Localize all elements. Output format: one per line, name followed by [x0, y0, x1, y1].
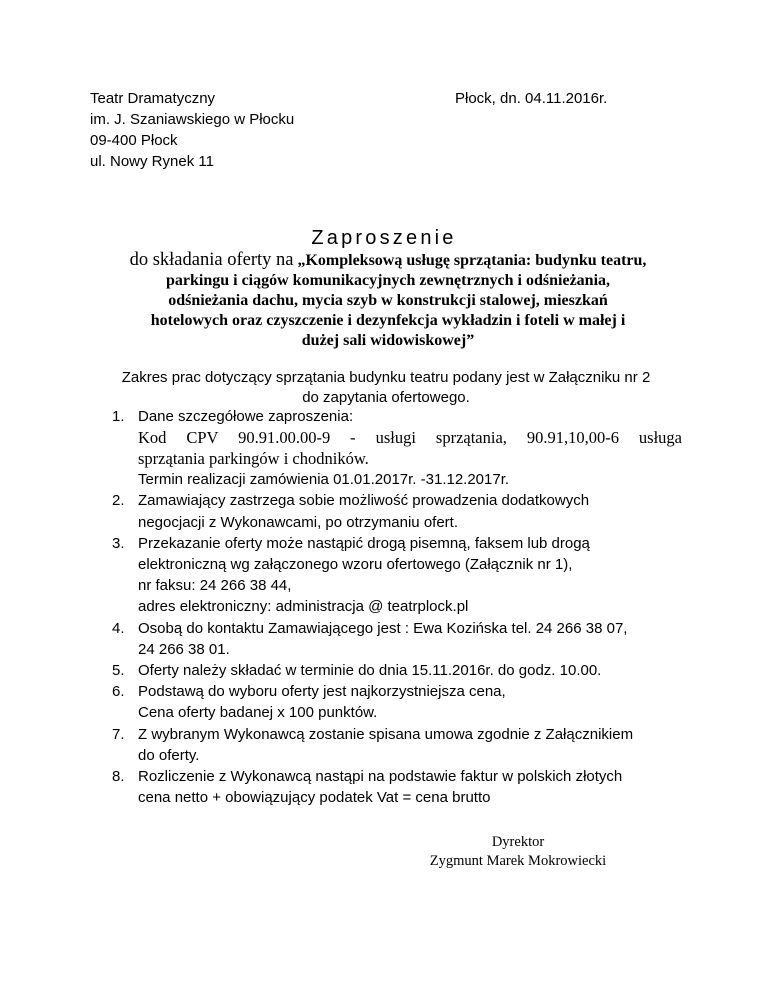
- list-item: [112, 618, 682, 660]
- list-line: sprzątania parkingów i chodników.: [138, 449, 369, 469]
- list-item: [112, 490, 682, 532]
- list-line: Z wybranym Wykonawcą zostanie spisana umowa zgodnie z Załącznikiem: [138, 725, 634, 743]
- sender-line: im. J. Szaniawskiego w Płocku: [90, 111, 295, 128]
- list-number: 7.: [112, 725, 125, 743]
- list-line: Cena oferty badanej x 100 punktów.: [138, 704, 378, 722]
- list-line: Przekazanie oferty może nastąpić drogą pisemną, faksem lub drogą: [138, 534, 590, 552]
- list-line: 24 266 38 01.: [138, 640, 230, 658]
- place-date: Płock, dn. 04.11.2016r.: [455, 90, 608, 107]
- list-line: Podstawą do wyboru oferty jest najkorzystniejsza cena,: [138, 683, 506, 701]
- sender-line: Teatr Dramatyczny: [90, 90, 216, 107]
- list-number: 6.: [112, 683, 125, 701]
- signature-role: Dyrektor: [491, 834, 545, 850]
- intro-line: do zapytania ofertowego.: [302, 389, 470, 406]
- list-number: 5.: [112, 662, 125, 680]
- signature-name: Zygmunt Marek Mokrowiecki: [429, 853, 607, 869]
- intro: [80, 368, 692, 408]
- signature-block: [418, 833, 618, 871]
- subject-line: hotelowych oraz czyszczenie i dezynfekcja wykładzin i foteli w małej i: [150, 312, 626, 329]
- list-item: [112, 660, 682, 681]
- subject-line: odśnieżania dachu, mycia szyb w konstrukcji stalowej, mieszkań: [168, 292, 608, 309]
- numbered-list: [112, 406, 682, 808]
- list-number: 2.: [112, 492, 125, 510]
- list-item: [112, 406, 682, 490]
- list-number: 1.: [112, 408, 125, 425]
- list-line: Zamawiający zastrzega sobie możliwość prowadzenia dodatkowych: [138, 492, 590, 510]
- list-item: [112, 766, 682, 808]
- subject-line: dużej sali widowiskowej”: [301, 332, 475, 349]
- list-number: 8.: [112, 768, 125, 786]
- sender-line: ul. Nowy Rynek 11: [90, 153, 214, 170]
- sender-line: 09-400 Płock: [90, 132, 178, 149]
- list-line: cena netto + obowiązujący podatek Vat = cena brutto: [138, 789, 491, 807]
- list-item: [112, 533, 682, 618]
- list-line: Kod CPV 90.91.00.00-9 - usługi sprzątania, 90.91,10,00-6 usługa: [138, 428, 682, 448]
- subject-bold: „Kompleksową usługę sprzątania: budynku teatru,: [297, 252, 647, 269]
- list-line: Termin realizacji zamówienia 01.01.2017r. -31.12.2017r.: [138, 471, 510, 489]
- list-line: Oferty należy składać w terminie do dnia 15.11.2016r. do godz. 10.00.: [138, 662, 602, 680]
- subject: [88, 250, 688, 351]
- list-number: 3.: [112, 534, 125, 552]
- intro-line: Zakres prac dotyczący sprzątania budynku teatru podany jest w Załączniku nr 2: [121, 369, 651, 386]
- list-line: Dane szczegółowe zaproszenia:: [138, 408, 354, 425]
- list-line: do oferty.: [138, 746, 200, 764]
- list-line: negocjacji z Wykonawcami, po otrzymaniu ofert.: [138, 513, 458, 531]
- list-line: Rozliczenie z Wykonawcą nastąpi na podstawie faktur w polskich złotych: [138, 768, 623, 786]
- subject-line: [88, 250, 688, 271]
- subject-line: parkingu i ciągów komunikacyjnych zewnętrznych i odśnieżania,: [165, 272, 611, 289]
- sender-address: [90, 88, 294, 172]
- list-line: elektroniczną wg załączonego wzoru ofertowego (Załącznik nr 1),: [138, 556, 573, 574]
- list-line: Osobą do kontaktu Zamawiającego jest : Ewa Kozińska tel. 24 266 38 07,: [138, 619, 628, 637]
- document-title: Zaproszenie: [311, 227, 457, 249]
- list-line: adres elektroniczny: administracja @ teatrplock.pl: [138, 598, 469, 616]
- list-item: [112, 681, 682, 723]
- list-number: 4.: [112, 619, 125, 637]
- list-line: nr faksu: 24 266 38 44,: [138, 577, 292, 595]
- subject-lead: do składania oferty na: [129, 250, 294, 270]
- list-item: [112, 724, 682, 766]
